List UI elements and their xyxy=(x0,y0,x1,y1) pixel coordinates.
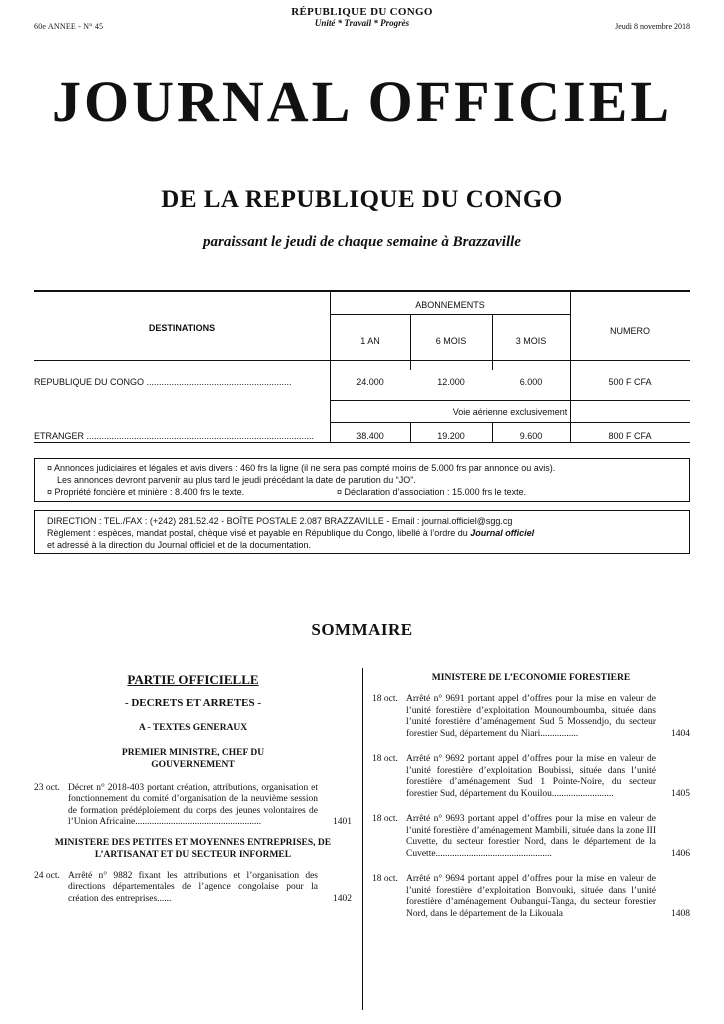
right-column xyxy=(372,668,690,920)
issue-number: 60e ANNEE - N° 45 xyxy=(34,22,104,31)
period-1an: 1 AN xyxy=(360,336,380,346)
tagline: paraissant le jeudi de chaque semaine à Brazzaville xyxy=(203,234,521,250)
column-divider xyxy=(362,668,363,1010)
entry-page: 1406 xyxy=(671,848,690,859)
decrets-heading: - DECRETS ET ARRETES - xyxy=(124,696,262,709)
entry-date: 18 oct. xyxy=(372,694,398,704)
left-column xyxy=(34,668,352,905)
header-center xyxy=(34,6,690,28)
entry-date: 24 oct. xyxy=(34,870,60,881)
entry-page: 1402 xyxy=(333,893,352,904)
masthead-title: JOURNAL OFFICIEL xyxy=(51,69,672,134)
partie-officielle: PARTIE OFFICIELLE xyxy=(127,672,259,687)
entry-date: 18 oct. xyxy=(372,814,398,824)
ministry-economie-forestiere: MINISTERE DE L’ECONOMIE FORESTIERE xyxy=(431,673,631,683)
notice-line2: Les annonces devront parvenir au plus tard le jeudi précédant la date de parution du “JO”. xyxy=(57,475,416,485)
list-item xyxy=(372,814,690,860)
etranger-numero: 800 F CFA xyxy=(608,431,652,441)
entry-text: Arrêté n° 9692 portant appel d’offres pour la mise en valeur de l’unité forestière d’exploitation Boubissi, située dans l’unité forestière d’aménagement Sud 1 Pointe-Noire, du secteur forestier Sud, département du Kouilou.......................... xyxy=(406,754,656,799)
direction-address: et adressé à la direction du Journal officiel et de la documentation. xyxy=(47,540,311,550)
notice-line1: ¤ Annonces judiciaires et légales et avis divers : 460 frs la ligne (il ne sera pas compté moins de 5.000 frs par annonce ou avis). xyxy=(47,463,556,473)
issue-date: Jeudi 8 novembre 2018 xyxy=(615,22,690,31)
etranger-6mois: 19.200 xyxy=(437,431,465,441)
country-name: RÉPUBLIQUE DU CONGO xyxy=(291,6,433,18)
top-header xyxy=(34,6,690,36)
list-item xyxy=(34,871,352,906)
subscription-table xyxy=(34,290,690,456)
etranger-3mois: 9.600 xyxy=(519,431,543,441)
list-item xyxy=(34,783,352,829)
sommaire-heading: SOMMAIRE xyxy=(311,620,413,639)
entry-page: 1401 xyxy=(333,817,352,827)
motto: Unité * Travail * Progrès xyxy=(314,18,410,28)
entry-page: 1404 xyxy=(671,728,690,739)
numero-header: NUMERO xyxy=(610,326,650,336)
entry-text: Arrêté n° 9694 portant appel d’offres pour la mise en valeur de l’unité forestière d’exploitation Bonvouki, située dans l’unité forestière d’aménagement Oubangui-Tanga, du secteur forestier Nord, dans le département de la Likouala xyxy=(406,874,656,919)
direction-box xyxy=(34,510,690,554)
etranger-1an: 38.400 xyxy=(356,431,384,441)
congo-1an: 24.000 xyxy=(356,377,384,387)
direction-contact: DIRECTION : TEL./FAX : (+242) 281.52.42 - BOÎTE POSTALE 2.087 BRAZZAVILLE - Email : journal.officiel@sgg.cg xyxy=(47,516,513,526)
masthead-subtitle: DE LA REPUBLIQUE DU CONGO xyxy=(161,186,563,213)
dest-congo: REPUBLIQUE DU CONGO .......................................................... xyxy=(34,377,292,387)
congo-3mois: 6.000 xyxy=(519,377,543,387)
entry-text: Arrêté n° 9693 portant appel d’offres pour la mise en valeur de l’unité forestière d’aménagement Mambili, située dans la zone III Cuvette, du secteur forestier Nord, dans le département de la Cuvette................................................. xyxy=(406,814,656,859)
dest-etranger: ETRANGER ........................................................................................... xyxy=(34,431,314,441)
entry-date: 18 oct. xyxy=(372,874,398,884)
journal-officiel-emph: Journal officiel xyxy=(470,528,535,538)
air-note: Voie aérienne exclusivement xyxy=(452,407,568,417)
textes-generaux: A - TEXTES GENERAUX xyxy=(138,723,248,733)
notice-line3 xyxy=(47,486,677,498)
entry-text: Arrêté n° 9882 fixant les attributions et l’organisation des directions départementales de l’agence congolaise pour la création des entreprises...... xyxy=(68,870,318,904)
entry-page: 1405 xyxy=(671,788,690,799)
direction-reglement: Règlement : espèces, mandat postal, chèque visé et payable en République du Congo, libellé à l’ordre du Journal officiel xyxy=(47,528,535,538)
congo-numero: 500 F CFA xyxy=(608,377,652,387)
entry-date: 23 oct. xyxy=(34,782,60,793)
entry-text: Arrêté n° 9691 portant appel d’offres pour la mise en valeur de l’unité forestière d’exploitation Mounoumboumba, située dans l’unité forestière d’aménagement Sud 5 Mossendjo, du secteur forestier Sud, département du Niari................ xyxy=(406,694,656,739)
list-item xyxy=(372,754,690,800)
list-item xyxy=(372,874,690,920)
entry-date: 18 oct. xyxy=(372,754,398,764)
abonnements-header: ABONNEMENTS xyxy=(415,300,485,310)
congo-6mois: 12.000 xyxy=(437,377,465,387)
ministry-pme: MINISTERE DES PETITES ET MOYENNES ENTREPRISES, DE L’ARTISANAT ET DU SECTEUR INFORMEL xyxy=(54,837,332,860)
list-item xyxy=(372,694,690,740)
notice-fonciere: ¤ Propriété foncière et minière : 8.400 frs le texte. xyxy=(47,487,245,497)
destinations-header: DESTINATIONS xyxy=(148,323,216,333)
period-3mois: 3 MOIS xyxy=(515,336,547,346)
period-6mois: 6 MOIS xyxy=(435,336,467,346)
entry-page: 1408 xyxy=(671,908,690,919)
ministry-premier-ministre: PREMIER MINISTRE, CHEF DU GOUVERNEMENT xyxy=(121,747,265,770)
announcements-notice xyxy=(34,458,690,502)
entry-text: Décret n° 2018-403 portant création, attributions, organisation et fonctionnement du comité d’organisation de la neuvième session de formation prédéploiement du corps des jeunes volontaires de l’Union Africaine..................................................... xyxy=(68,782,318,827)
notice-association: ¤ Déclaration d’association : 15.000 frs le texte. xyxy=(337,487,527,497)
